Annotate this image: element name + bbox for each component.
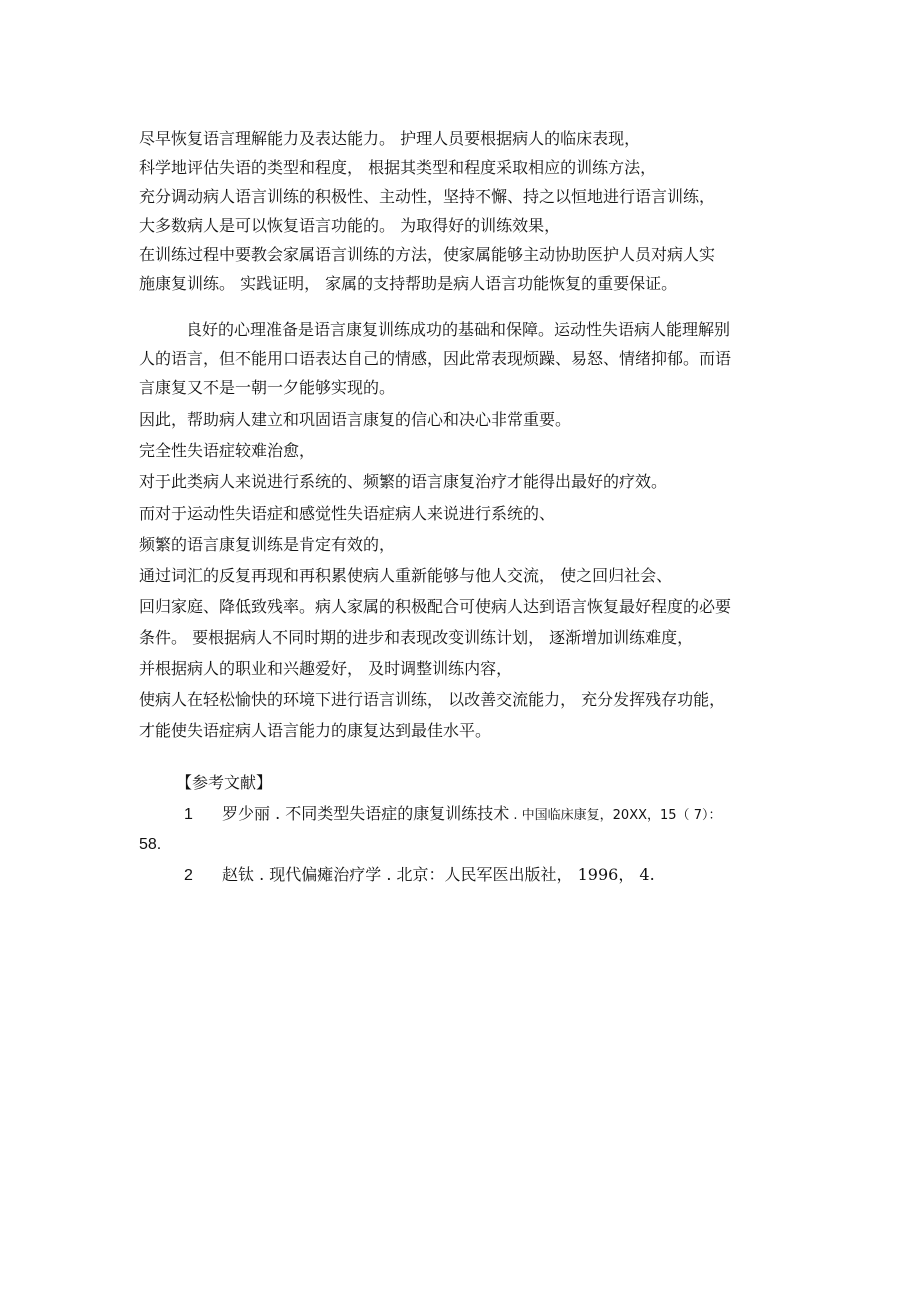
reference-continuation: 58. <box>139 836 162 853</box>
reference-item <box>184 865 655 886</box>
reference-item <box>184 804 721 826</box>
paragraph2-line: 通过词汇的反复再现和再积累使病人重新能够与他人交流， 使之回归社会、 <box>139 566 673 585</box>
reference-text: 罗少丽 . 不同类型失语症的康复训练技术 <box>222 804 510 823</box>
paragraph1-line: 科学地评估失语的类型和程度， 根据其类型和程度采取相应的训练方法， <box>139 158 657 177</box>
references-heading: 【参考文献】 <box>176 773 273 792</box>
paragraph2-line: 对于此类病人来说进行系统的、频繁的语言康复治疗才能得出最好的疗效。 <box>139 472 668 491</box>
paragraph2-line: 条件。 要根据病人不同时期的进步和表现改变训练计划， 逐渐增加训练难度， <box>139 628 694 647</box>
paragraph1-line: 尽早恢复语言理解能力及表达能力。 护理人员要根据病人的临床表现， <box>139 129 641 148</box>
paragraph2-line: 频繁的语言康复训练是肯定有效的， <box>139 535 396 554</box>
paragraph1-line: 充分调动病人语言训练的积极性、主动性，坚持不懈、持之以恒地进行语言训练， <box>139 187 716 206</box>
paragraph2-first-line: 良好的心理准备是语言康复训练成功的基础和保障。运动性失语病人能理解别 <box>186 320 731 339</box>
reference-number: 1 <box>184 806 193 823</box>
paragraph1-line: 在训练过程中要教会家属语言训练的方法，使家属能够主动协助医护人员对病人实 <box>139 245 716 264</box>
paragraph2-line: 完全性失语症较难治愈， <box>139 441 316 460</box>
paragraph2-line: 人的语言，但不能用口语表达自己的情感，因此常表现烦躁、易怒、情绪抑郁。而语 <box>139 349 732 368</box>
paragraph2-line: 并根据病人的职业和兴趣爱好， 及时调整训练内容， <box>139 659 513 678</box>
reference-number: 2 <box>184 867 193 884</box>
paragraph2-line: 使病人在轻松愉快的环境下进行语言训练， 以改善交流能力， 充分发挥残存功能， <box>139 690 726 709</box>
paragraph2-line: 而对于运动性失语症和感觉性失语症病人来说进行系统的、 <box>139 504 556 523</box>
paragraph2-line: 因此，帮助病人建立和巩固语言康复的信心和决心非常重要。 <box>139 410 572 429</box>
paragraph1-line: 大多数病人是可以恢复语言功能的。 为取得好的训练效果， <box>139 216 561 235</box>
reference-source: . 中国临床康复，20XX，15（ 7）： <box>509 808 722 823</box>
paragraph1-line: 施康复训练。 实践证明， 家属的支持帮助是病人语言功能恢复的重要保证。 <box>139 274 678 293</box>
paragraph2-line: 回归家庭、降低致残率。病人家属的积极配合可使病人达到语言恢复最好程度的必要 <box>139 597 732 616</box>
paragraph2-line: 言康复又不是一朝一夕能够实现的。 <box>139 378 396 397</box>
reference-text: 赵钛 . 现代偏瘫治疗学 . 北京：人民军医出版社， 1996， 4. <box>222 865 655 884</box>
paragraph2-line: 才能使失语症病人语言能力的康复达到最佳水平。 <box>139 721 492 740</box>
